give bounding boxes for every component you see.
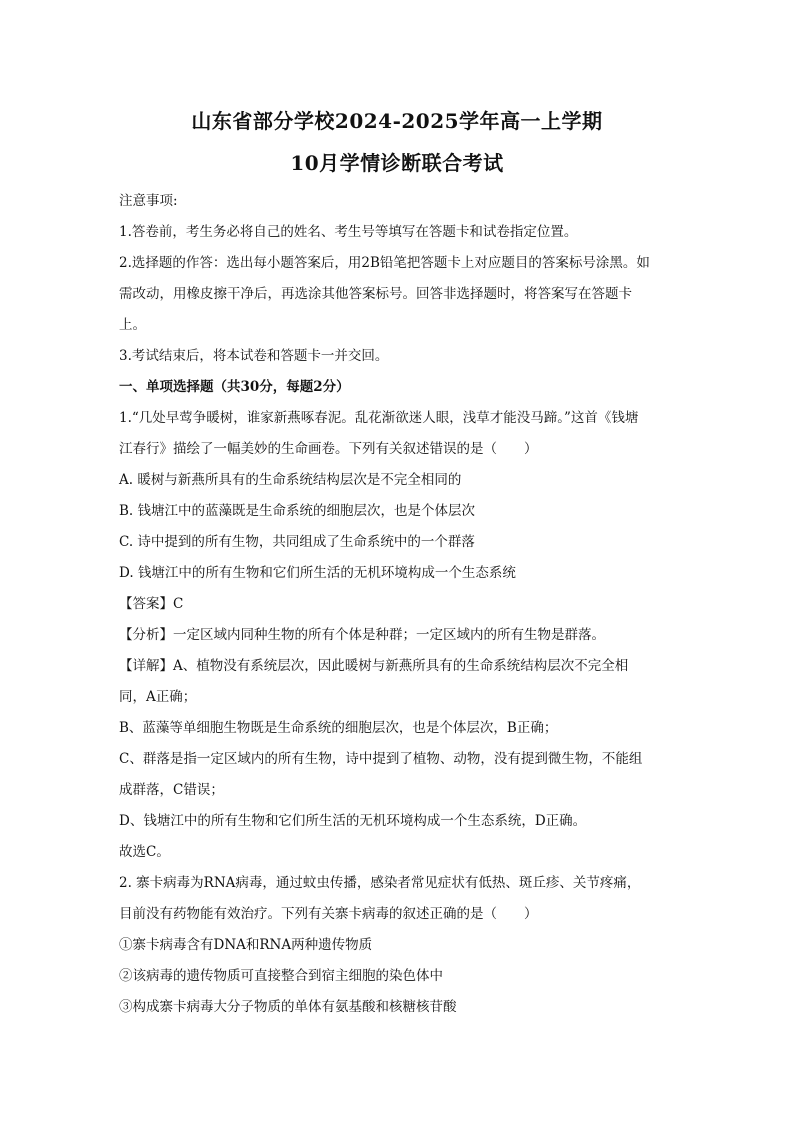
notes-item-2-line3: 上。 <box>119 317 146 333</box>
q2-statement-1: ①寨卡病毒含有DNA和RNA两种遗传物质 <box>119 937 373 953</box>
q1-detail-d: D、钱塘江中的所有生物和它们所生活的无机环境构成一个生态系统，D正确。 <box>119 813 587 829</box>
q1-detail-c-line1: C、群落是指一定区域内的所有生物，诗中提到了植物、动物，没有提到微生物，不能组 <box>119 751 643 767</box>
exam-content <box>119 186 679 1023</box>
notes-item-2-line1: 2.选择题的作答：选出每小题答案后，用2B铅笔把答题卡上对应题目的答案标号涂黑。如 <box>119 255 650 271</box>
section-1-heading: 一、单项选择题（共30分，每题2分） <box>119 379 350 395</box>
q1-detail-line1: 【详解】A、植物没有系统层次，因此暖树与新燕所具有的生命系统结构层次不完全相 <box>119 658 629 674</box>
q1-answer: 【答案】C <box>119 596 184 612</box>
notes-item-1: 1.答卷前，考生务必将自己的姓名、考生号等填写在答题卡和试卷指定位置。 <box>119 224 578 240</box>
q1-conclusion: 故选C。 <box>119 844 170 860</box>
q2-statement-3: ③构成寨卡病毒大分子物质的单体有氨基酸和核糖核苷酸 <box>119 999 457 1015</box>
exam-title-line2: 10月学情诊断联合考试 <box>290 151 504 175</box>
q1-detail-c-line2: 成群落，C错误； <box>119 782 224 798</box>
q1-option-b: B. 钱塘江中的蓝藻既是生命系统的细胞层次，也是个体层次 <box>119 503 476 519</box>
exam-title-line1: 山东省部分学校2024-2025学年高一上学期 <box>191 109 603 133</box>
q1-detail-line2: 同，A正确； <box>119 689 197 705</box>
notes-heading: 注意事项: <box>119 193 178 209</box>
notes-item-3: 3.考试结束后，将本试卷和答题卡一并交回。 <box>119 348 389 364</box>
q1-stem-line2: 江春行》描绘了一幅美妙的生命画卷。下列有关叙述错误的是（ ） <box>119 441 538 457</box>
notes-item-2-line2: 需改动，用橡皮擦干净后，再选涂其他答案标号。回答非选择题时，将答案写在答题卡 <box>119 286 632 302</box>
q1-analysis: 【分析】一定区域内同种生物的所有个体是种群；一定区域内的所有生物是群落。 <box>119 627 605 643</box>
q1-stem-line1: 1.“几处早莺争暖树，谁家新燕啄春泥。乱花渐欲迷人眼，浅草才能没马蹄。”这首《钱塘 <box>119 410 639 426</box>
q2-stem-line1: 2. 寨卡病毒为RNA病毒，通过蚊虫传播，感染者常见症状有低热、斑丘疹、关节疼痛， <box>119 875 641 891</box>
q1-option-d: D. 钱塘江中的所有生物和它们所生活的无机环境构成一个生态系统 <box>119 565 516 581</box>
q1-detail-b: B、蓝藻等单细胞生物既是生命系统的细胞层次，也是个体层次，B正确； <box>119 720 558 736</box>
q2-statement-2: ②该病毒的遗传物质可直接整合到宿主细胞的染色体中 <box>119 968 443 984</box>
q1-option-a: A. 暖树与新燕所具有的生命系统结构层次是不完全相同的 <box>119 472 462 488</box>
q1-option-c: C. 诗中提到的所有生物，共同组成了生命系统中的一个群落 <box>119 534 475 550</box>
q2-stem-line2: 目前没有药物能有效治疗。下列有关寨卡病毒的叙述正确的是（ ） <box>119 906 538 922</box>
